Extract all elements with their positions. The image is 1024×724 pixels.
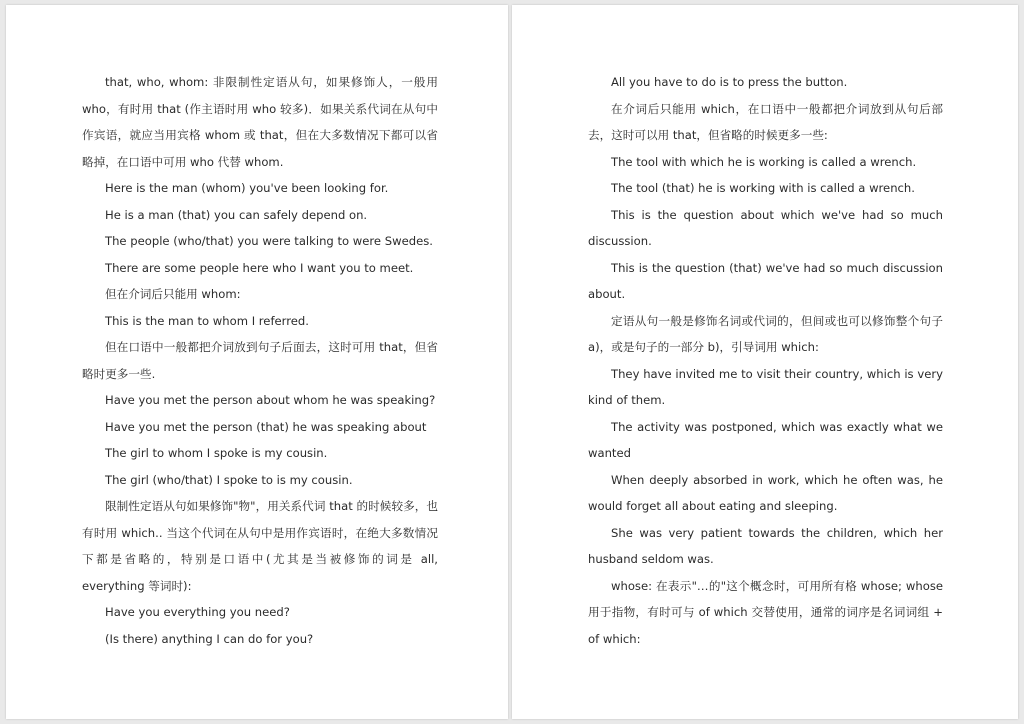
example-sentence: The girl to whom I spoke is my cousin. [105,446,328,460]
example-sentence: There are some people here who I want you to meet. [105,260,414,275]
page-left [6,5,508,719]
example-sentence: Here is the man (whom) you've been looking for. [105,181,389,195]
example-sentence: He is a man (that) you can safely depend on. [105,207,368,222]
example-sentence: She was very patient towards the children, which her husband seldom was. [588,525,943,566]
example-sentence: All you have to do is to press the button. [611,75,848,89]
right-text-column [588,69,943,652]
paragraph: 在介词后只能用 which，在口语中一般都把介词放到从句后部去，这时可以用 that，但省略的时候更多一些: [588,101,943,142]
example-sentence: (Is there) anything I can do for you? [105,631,314,646]
page-right [512,5,1018,719]
left-text-column [82,69,438,652]
example-sentence: Have you everything you need? [105,605,290,619]
example-sentence: This is the question about which we've had so much discussion. [588,207,943,248]
paragraph: 但在介词后只能用 whom: [105,287,241,301]
example-sentence: The tool with which he is working is called a wrench. [611,154,917,169]
paragraph: that, who, whom: 非限制性定语从句，如果修饰人，一般用 who，有时用 that (作主语时用 who 较多)．如果关系代词在从句中作宾语，就应当用宾格 whom 或 that，但在大多数情况下都可以省略掉，在口语中可用 who 代替 whom. [82,75,438,169]
example-sentence: The activity was postponed, which was exactly what we wanted [588,419,943,460]
example-sentence: This is the man to whom I referred. [105,313,309,328]
example-sentence: Have you met the person about whom he was speaking? [105,393,436,407]
paragraph: whose: 在表示"…的"这个概念时，可用所有格 whose; whose 用于指物，有时可与 of which 交替使用，通常的词序是名词词组 + of which: [588,578,943,646]
example-sentence: They have invited me to visit their country, which is very kind of them. [588,366,943,407]
example-sentence: The tool (that) he is working with is called a wrench. [611,181,915,195]
example-sentence: The people (who/that) you were talking to were Swedes. [105,234,433,248]
paragraph: 定语从句一般是修饰名词或代词的，但间或也可以修饰整个句子 a)，或是句子的一部分 b)，引导词用 which: [588,313,943,354]
example-sentence: When deeply absorbed in work, which he often was, he would forget all about eating and sleeping. [588,472,943,513]
example-sentence: This is the question (that) we've had so much discussion about. [588,260,943,301]
paragraph: 但在口语中一般都把介词放到句子后面去，这时可用 that，但省略时更多一些. [82,340,438,381]
paragraph: 限制性定语从句如果修饰"物"，用关系代词 that 的时候较多，也有时用 which.. 当这个代词在从句中是用作宾语时，在绝大多数情况下都是省略的，特别是口语中(尤其是当被修饰的词是 all, everything 等词时): [82,499,438,593]
example-sentence: Have you met the person (that) he was speaking about [105,419,427,434]
example-sentence: The girl (who/that) I spoke to is my cousin. [105,472,353,487]
